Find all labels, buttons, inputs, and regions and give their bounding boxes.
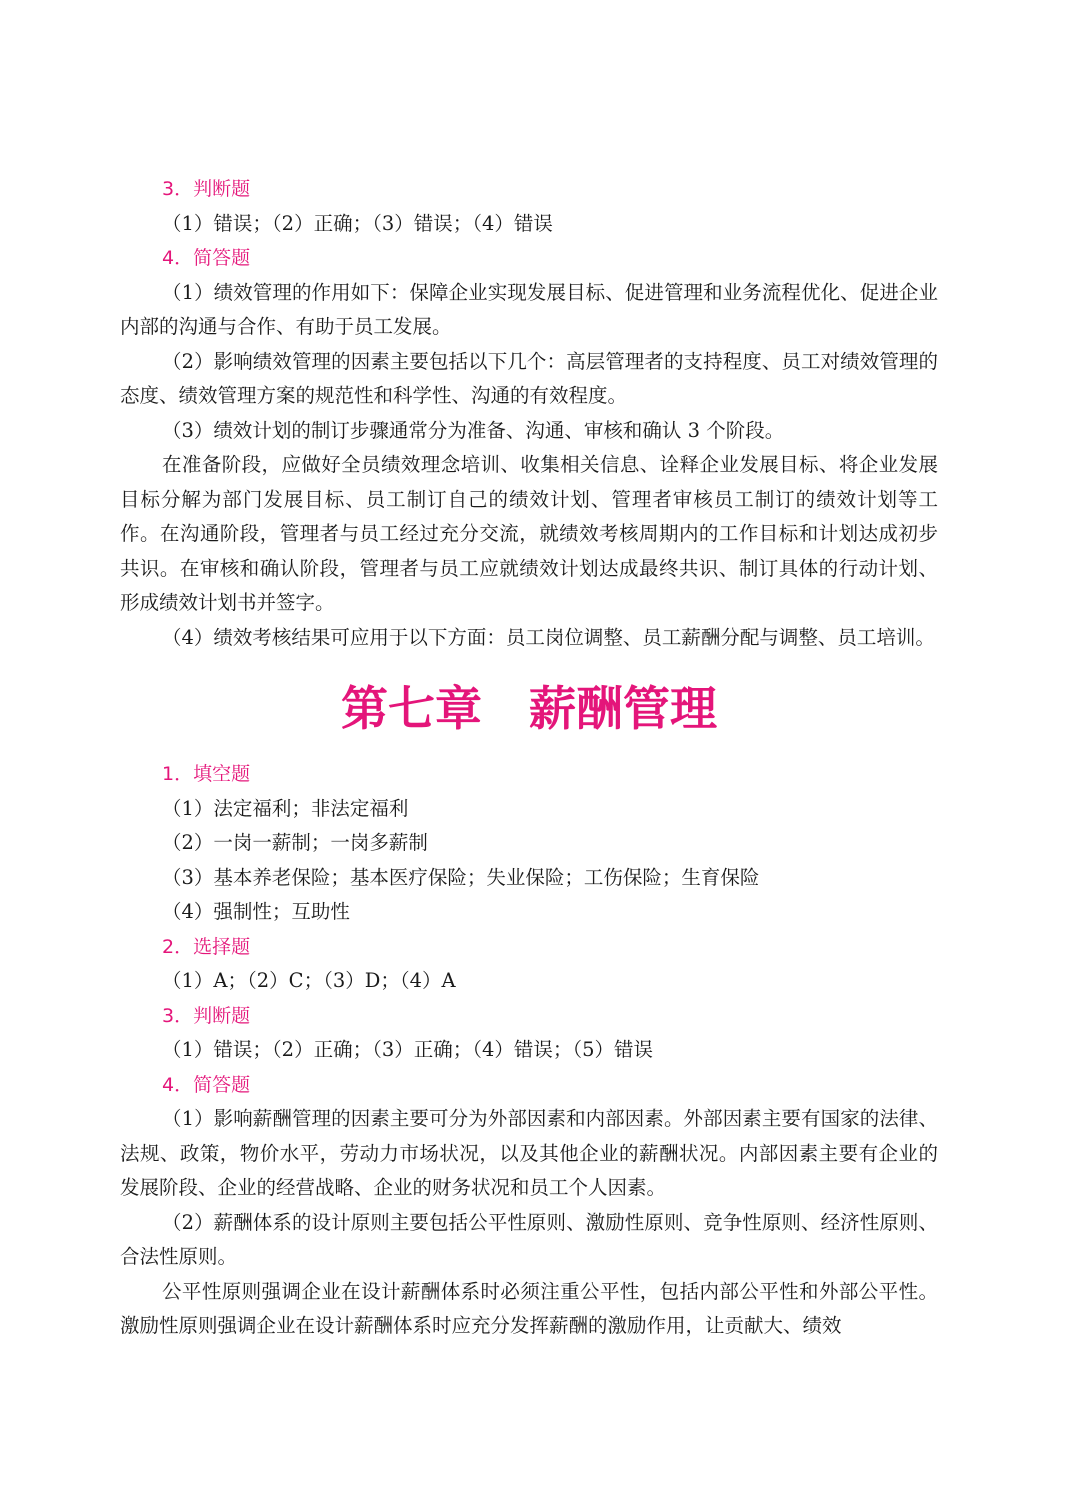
short-answer-paragraph: 公平性原则强调企业在设计薪酬体系时必须注重公平性，包括内部公平性和外部公平性。激励性原则强调企业在设计薪酬体系时应充分发挥薪酬的激励作用，让贡献大、绩效	[120, 1279, 938, 1337]
short-answer-heading-ch7: 4．简答题	[162, 1073, 251, 1096]
short-answer-heading-ch6: 4．简答题	[162, 247, 251, 269]
fill-blank-answer: （4）强制性；互助性	[162, 900, 350, 923]
judge-answers-ch7: （1）错误；（2）正确；（3）正确；（4）错误；（5）错误	[162, 1038, 654, 1061]
choice-heading: 2．选择题	[162, 935, 251, 958]
short-answer-paragraph: （3）绩效计划的制订步骤通常分为准备、沟通、审核和确认 3 个阶段。	[162, 418, 785, 442]
judge-answers-ch6: （1）错误；（2）正确；（3）错误；（4）错误	[162, 211, 553, 235]
short-answer-paragraph: （2）薪酬体系的设计原则主要包括公平性原则、激励性原则、竞争性原则、经济性原则、合法性原则。	[120, 1210, 938, 1268]
choice-answers: （1）A；（2）C；（3）D；（4）A	[162, 969, 456, 992]
fill-blank-answer: （1）法定福利；非法定福利	[162, 796, 409, 820]
fill-blank-heading: 1．填空题	[162, 763, 251, 785]
fill-blank-answer: （2）一岗一薪制；一岗多薪制	[162, 831, 428, 854]
short-answer-paragraph: （2）影响绩效管理的因素主要包括以下几个：高层管理者的支持程度、员工对绩效管理的态度、绩效管理方案的规范性和科学性、沟通的有效程度。	[120, 349, 938, 407]
judge-heading-ch7: 3．判断题	[162, 1004, 251, 1027]
page-content	[120, 172, 938, 1344]
short-answer-paragraph: （1）绩效管理的作用如下：保障企业实现发展目标、促进管理和业务流程优化、促进企业内部的沟通与合作、有助于员工发展。	[120, 280, 938, 338]
short-answer-paragraph: 在准备阶段，应做好全员绩效理念培训、收集相关信息、诠释企业发展目标、将企业发展目标分解为部门发展目标、员工制订自己的绩效计划、管理者审核员工制订的绩效计划等工作。在沟通阶段，管理者与员工经过充分交流，就绩效考核周期内的工作目标和计划达成初步共识。在审核和确认阶段，管理者与员工应就绩效计划达成最终共识、制订具体的行动计划、形成绩效计划书并签字。	[120, 453, 938, 614]
chapter-title: 第七章 薪酬管理	[341, 682, 717, 737]
fill-blank-answer: （3）基本养老保险；基本医疗保险；失业保险；工伤保险；生育保险	[162, 865, 760, 889]
short-answer-paragraph: （4）绩效考核结果可应用于以下方面：员工岗位调整、员工薪酬分配与调整、员工培训。	[162, 625, 935, 649]
short-answer-paragraph: （1）影响薪酬管理的因素主要可分为外部因素和内部因素。外部因素主要有国家的法律、法规、政策，物价水平，劳动力市场状况，以及其他企业的薪酬状况。内部因素主要有企业的发展阶段、企业的经营战略、企业的财务状况和员工个人因素。	[120, 1107, 938, 1199]
judge-heading-ch6: 3．判断题	[162, 178, 251, 200]
